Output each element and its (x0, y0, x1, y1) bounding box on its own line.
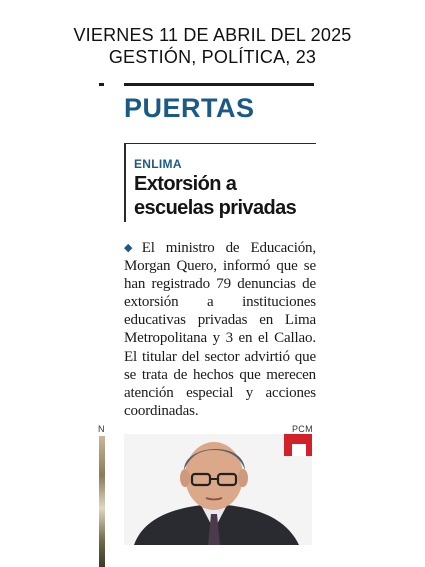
left-column-rule (99, 83, 104, 86)
section-title: PUERTAS (124, 93, 255, 123)
source-line: GESTIÓN, POLÍTICA, 23 (108, 47, 317, 67)
article-body-text: El ministro de Educación, Morgan Quero, informó que se han registrado 79 denuncias de extorsión a instituciones educativas privadas en Lima Metropolitana y 3 en el Callao. El titular del sector advirtió que se trata de hechos que merecen atención especial y acciones coordinadas. (124, 240, 317, 419)
photo-credit: PCM (292, 424, 313, 434)
headline (134, 172, 319, 220)
page-header (0, 24, 425, 68)
portrait-illustration (124, 434, 312, 545)
article-body (124, 239, 316, 420)
diamond-bullet-icon: ◆ (124, 242, 140, 254)
date-line: VIERNES 11 DE ABRIL DEL 2025 (73, 25, 352, 45)
minister-photo (124, 434, 312, 545)
kicker: ENLIMA (134, 157, 182, 171)
adjacent-photo-strip (99, 436, 105, 567)
headline-line-1: Extorsión a (134, 173, 237, 195)
adjacent-column-letter: N (98, 424, 105, 434)
section-rule (124, 83, 314, 86)
headline-line-2: escuelas privadas (134, 197, 297, 219)
